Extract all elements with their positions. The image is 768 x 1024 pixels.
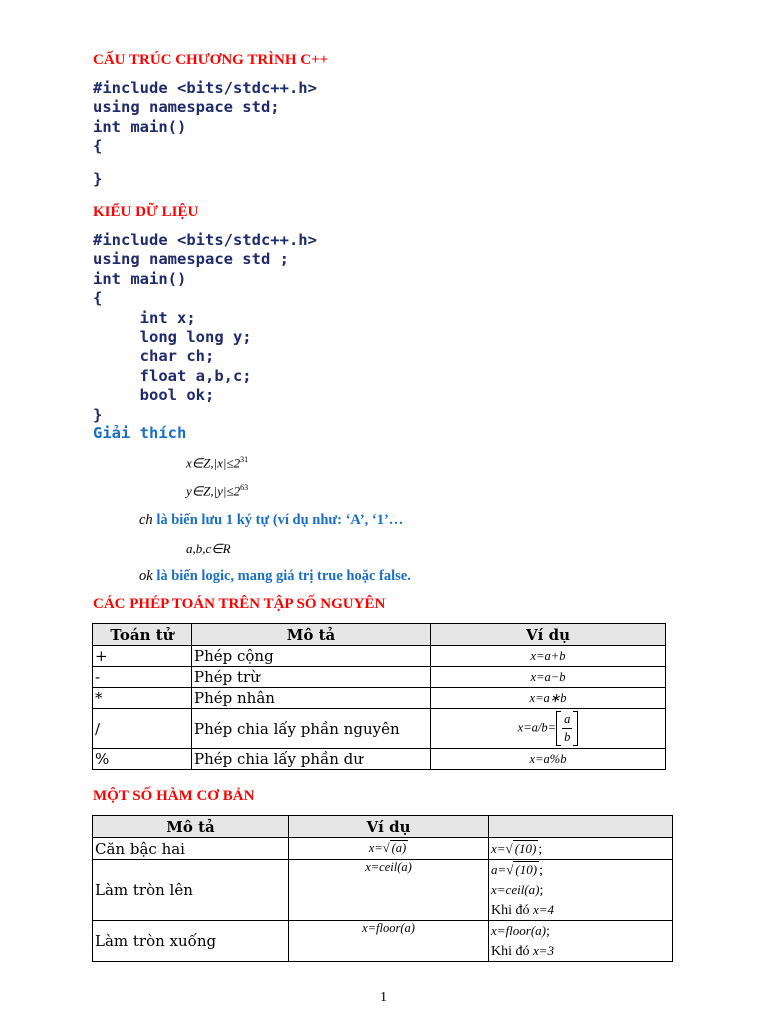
example-cell: x=a%b bbox=[431, 749, 666, 770]
operator-cell: / bbox=[93, 709, 192, 749]
code-block-datatypes: #include <bits/stdc++.h> using namespace std ; int main() { int x; long long y; char ch; float a,b,c; bool ok; } bbox=[93, 231, 317, 424]
functions-table bbox=[92, 815, 673, 962]
example-cell: x=a+b bbox=[431, 646, 666, 667]
usage-cell: x=√ (10) ; bbox=[489, 838, 673, 860]
note-ch: ch là biến lưu 1 ký tự (ví dụ như: ‘A’, ‘1’… bbox=[139, 512, 404, 528]
example-cell: x=a∗b bbox=[431, 688, 666, 709]
table-row bbox=[93, 860, 673, 921]
operator-cell: * bbox=[93, 688, 192, 709]
table-row bbox=[93, 749, 666, 770]
description-cell: Căn bậc hai bbox=[93, 838, 289, 860]
description-cell: Phép chia lấy phần dư bbox=[192, 749, 431, 770]
heading-structure: CẤU TRÚC CHƯƠNG TRÌNH C++ bbox=[93, 52, 329, 68]
description-cell: Phép cộng bbox=[192, 646, 431, 667]
operator-cell: - bbox=[93, 667, 192, 688]
col-header-operator: Toán tử bbox=[93, 624, 192, 646]
math-abc: a,b,c∈R bbox=[186, 541, 231, 556]
usage-cell: a=√ (10) ; x=ceil(a); Khi đó x=4 bbox=[489, 860, 673, 921]
table-row bbox=[93, 688, 666, 709]
usage-cell: x=floor(a); Khi đó x=3 bbox=[489, 921, 673, 962]
example-cell: x=floor(a) bbox=[289, 921, 489, 962]
col-header-description: Mô tả bbox=[192, 624, 431, 646]
description-cell: Làm tròn xuống bbox=[93, 921, 289, 962]
operators-table bbox=[92, 623, 666, 770]
page-number: 1 bbox=[380, 990, 387, 1005]
col-header-example: Ví dụ bbox=[289, 816, 489, 838]
example-cell: x=ceil(a) bbox=[289, 860, 489, 921]
table-row bbox=[93, 709, 666, 749]
heading-datatypes: KIỂU DỮ LIỆU bbox=[93, 204, 199, 220]
operator-cell: + bbox=[93, 646, 192, 667]
note-ok: ok là biến logic, mang giá trị true hoặc false. bbox=[139, 568, 411, 584]
table-row bbox=[93, 838, 673, 860]
description-cell: Phép chia lấy phần nguyên bbox=[192, 709, 431, 749]
example-cell: x=a−b bbox=[431, 667, 666, 688]
col-header-example: Ví dụ bbox=[431, 624, 666, 646]
table-row bbox=[93, 921, 673, 962]
description-cell: Phép nhân bbox=[192, 688, 431, 709]
example-cell: x=a/b= $\frac{a}{b}$ bbox=[431, 709, 666, 749]
explain-title: Giải thích bbox=[93, 424, 187, 442]
code-block-structure: #include <bits/stdc++.h> using namespace std; int main() { bbox=[93, 79, 317, 156]
math-y-range: $y\in Z,|y|\le 2^{63}$ bbox=[186, 483, 249, 499]
heading-functions: MỘT SỐ HÀM CƠ BẢN bbox=[93, 788, 255, 804]
example-cell: x=√ (a) bbox=[289, 838, 489, 860]
heading-operators: CÁC PHÉP TOÁN TRÊN TẬP SỐ NGUYÊN bbox=[93, 596, 386, 612]
col-header-extra bbox=[489, 816, 673, 838]
table-row bbox=[93, 667, 666, 688]
col-header-description: Mô tả bbox=[93, 816, 289, 838]
code-block-structure-end: } bbox=[93, 170, 103, 188]
table-row bbox=[93, 646, 666, 667]
description-cell: Làm tròn lên bbox=[93, 860, 289, 921]
math-x-range: $x\in Z,|x|\le 2^{31}$ bbox=[186, 455, 249, 471]
operator-cell: % bbox=[93, 749, 192, 770]
description-cell: Phép trừ bbox=[192, 667, 431, 688]
floor-fraction: $\frac{a}{b}$ bbox=[556, 711, 578, 746]
